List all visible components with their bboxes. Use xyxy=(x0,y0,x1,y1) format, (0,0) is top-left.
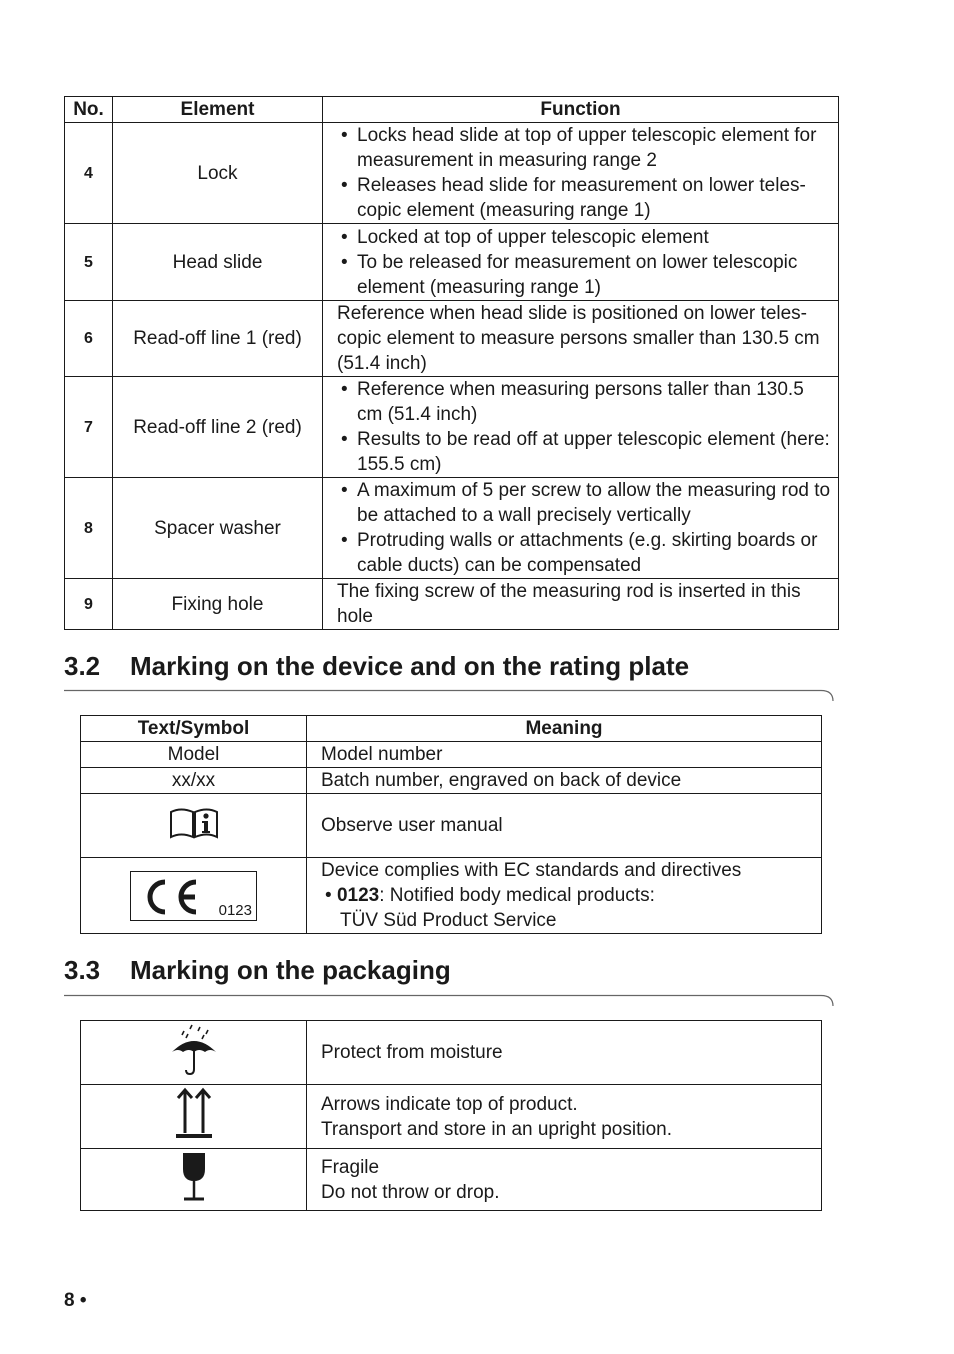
table-row xyxy=(81,858,822,934)
notified-body-name: TÜV Süd Product Service xyxy=(340,910,557,931)
symbol-text: Model xyxy=(81,742,307,768)
function-bullet: • Locks head slide at top of upper telescopic element for measurement in measuring range 2 xyxy=(337,123,834,173)
function-bullet: • Locked at top of upper telescopic element xyxy=(337,225,834,250)
table-row xyxy=(81,1149,822,1211)
function-bullet: • Releases head slide for measurement on lower teles-copic element (measuring range 1) xyxy=(337,173,834,223)
table-header-row xyxy=(65,97,839,123)
row-number: 7 xyxy=(65,377,113,478)
section-heading-3-3 xyxy=(64,954,451,986)
header-symbol: Text/Symbol xyxy=(81,716,307,742)
section-divider xyxy=(64,689,834,701)
meaning-text: Protect from moisture xyxy=(307,1021,822,1085)
symbol-cell xyxy=(81,1021,307,1085)
element-name: Head slide xyxy=(113,224,323,301)
row-number: 8 xyxy=(65,478,113,579)
marking-table xyxy=(80,715,822,934)
table-row xyxy=(65,123,839,224)
symbol-text: xx/xx xyxy=(81,768,307,794)
ce-mark-icon xyxy=(130,871,257,921)
meaning-cell xyxy=(307,1085,822,1149)
element-name: Spacer washer xyxy=(113,478,323,579)
symbol-cell xyxy=(81,1085,307,1149)
element-name: Read-off line 1 (red) xyxy=(113,301,323,377)
ce-code: 0123 xyxy=(218,901,252,919)
header-element: Element xyxy=(113,97,323,123)
function-bullet: • A maximum of 5 per screw to allow the measuring rod to be attached to a wall precisely vertically xyxy=(337,478,834,528)
meaning-text: Do not throw or drop. xyxy=(321,1181,500,1203)
table-row xyxy=(65,377,839,478)
meaning-cell xyxy=(307,858,822,934)
function-bullet: • Results to be read off at upper telescopic element (here: 155.5 cm) xyxy=(337,427,834,477)
function-cell xyxy=(323,377,839,478)
packaging-table xyxy=(80,1020,822,1211)
meaning-bullet: • 0123: Notified body medical products: xyxy=(325,885,655,906)
section-number: 3.2 xyxy=(64,651,101,681)
table-row xyxy=(65,478,839,579)
this-way-up-icon xyxy=(174,1124,214,1145)
table-row xyxy=(81,794,822,858)
function-bullet: • To be released for measurement on lower telescopic element (measuring range 1) xyxy=(337,250,834,300)
section-title: Marking on the packaging xyxy=(130,955,451,985)
table-row xyxy=(65,224,839,301)
function-bullet: • Protruding walls or attachments (e.g. skirting boards or cable ducts) can be compensated xyxy=(337,528,834,578)
function-cell xyxy=(323,478,839,579)
umbrella-icon xyxy=(170,1060,218,1081)
page-number: 8 • xyxy=(64,1290,87,1311)
header-function: Function xyxy=(323,97,839,123)
function-bullet: • Reference when measuring persons taller than 130.5 cm (51.4 inch) xyxy=(337,377,834,427)
section-title: Marking on the device and on the rating plate xyxy=(130,651,690,681)
fragile-glass-icon xyxy=(179,1187,209,1208)
meaning-cell xyxy=(307,1149,822,1211)
function-text: The fixing screw of the measuring rod is inserted in this hole xyxy=(323,579,839,630)
table-row xyxy=(65,579,839,630)
table-row xyxy=(81,1021,822,1085)
row-number: 4 xyxy=(65,123,113,224)
bullet-text: : Notified body medical products: xyxy=(379,885,655,906)
meaning-text: Model number xyxy=(307,742,822,768)
row-number: 9 xyxy=(65,579,113,630)
elements-table xyxy=(64,96,839,630)
notified-body-number: 0123 xyxy=(336,885,380,906)
meaning-text: Fragile xyxy=(321,1156,380,1178)
element-name: Read-off line 2 (red) xyxy=(113,377,323,478)
symbol-cell xyxy=(81,858,307,934)
row-number: 5 xyxy=(65,224,113,301)
meaning-text: Batch number, engraved on back of device xyxy=(307,768,822,794)
function-cell xyxy=(323,224,839,301)
meaning-text: Device complies with EC standards and directives xyxy=(321,860,742,881)
element-name: Lock xyxy=(113,123,323,224)
section-divider xyxy=(64,994,834,1006)
section-number: 3.3 xyxy=(64,955,101,985)
meaning-text: Arrows indicate top of product. xyxy=(321,1093,578,1115)
function-cell xyxy=(323,123,839,224)
table-header-row xyxy=(81,716,822,742)
row-number: 6 xyxy=(65,301,113,377)
table-row xyxy=(65,301,839,377)
symbol-cell xyxy=(81,794,307,858)
function-text: Reference when head slide is positioned on lower teles-copic element to measure persons smaller than 130.5 cm (51.4 inch) xyxy=(323,301,839,377)
user-manual-icon xyxy=(169,824,219,845)
element-name: Fixing hole xyxy=(113,579,323,630)
section-heading-3-2 xyxy=(64,650,689,682)
table-row xyxy=(81,768,822,794)
meaning-text: Observe user manual xyxy=(307,794,822,858)
header-meaning: Meaning xyxy=(307,716,822,742)
header-no: No. xyxy=(65,97,113,123)
symbol-cell xyxy=(81,1149,307,1211)
table-row xyxy=(81,742,822,768)
meaning-text: Transport and store in an upright position. xyxy=(321,1118,672,1140)
table-row xyxy=(81,1085,822,1149)
